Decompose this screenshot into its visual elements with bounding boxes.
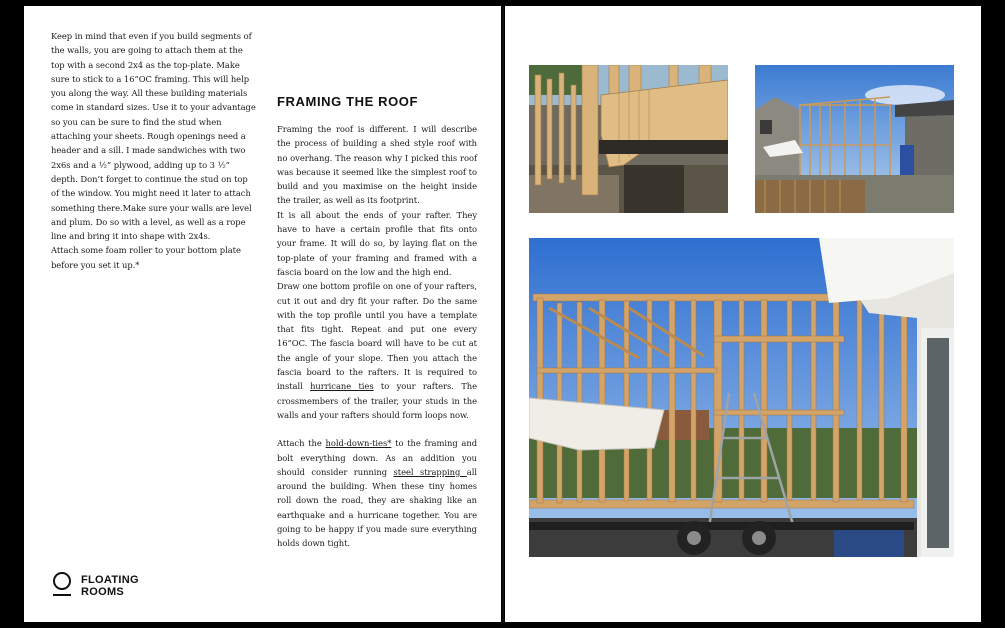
text: to your rafters. The crossmembers of the trailer, your studs in the walls and your rafters should form loops now. [277, 381, 477, 420]
hurricane-ties-link[interactable]: hurricane ties [310, 381, 374, 392]
paragraph: Keep in mind that even if you build segments of the walls, you are going to attach them at the top with a second 2x4 as the top-plate. Make sure to stick to a 16”OC framing. This will help you along the way. All these building materials come in standard sizes. Use it to your advantage so you can be sure to find the stud when attaching your sheets. Rough openings need a header and a sill. I made sandwiches with two 2x6s and a ½” plywood, adding up to 3 ½” depth. Don’t forget to continue the stud on top of the window. You might need it later to attach something there.Make sure your walls are level and plum. Do so with a level, as well as a rope line and bring it into shape with 2x4s. [51, 31, 256, 242]
logo-line-2: ROOMS [81, 586, 125, 598]
paragraph: Attach some foam roller to your bottom plate before you set it up.* [51, 245, 241, 270]
right-page [505, 6, 981, 622]
framed-tiny-house-yard-photo [755, 65, 954, 213]
paragraph [277, 436, 477, 550]
hold-down-ties-link[interactable]: hold-down-ties* [325, 438, 392, 449]
paragraph [277, 279, 477, 422]
book-spine [502, 6, 504, 622]
text-column-1 [51, 29, 256, 272]
paragraph: Framing the roof is different. I will describe the process of building a shed style roof with no overhang. The reason why I picked this roof was because it seemed like the simplest roof to build and you maximise on the height inside the trailer, as well as its footprint. [277, 124, 477, 206]
text: all around the building. When these tiny homes roll down the road, they are shaking like an earthquake and a hurricane together. You are going to be happy if you made sure everything holds down tight. [277, 466, 477, 549]
logo-line-1: FLOATING [81, 574, 139, 586]
paragraph: It is all about the ends of your rafter. They have to have a certain profile that fits onto your frame. It will do so, by laying flat on the top-plate of your framing and framed with a fascia board on the low and the high end. [277, 209, 477, 277]
text: Attach the [277, 438, 326, 449]
section-heading: FRAMING THE ROOF [277, 94, 419, 109]
text-column-2 [277, 122, 477, 551]
floating-rooms-logo [52, 571, 139, 601]
tiny-house-framing-on-trailer-photo [529, 238, 954, 557]
text: Draw one bottom profile on one of your rafters, cut it out and dry fit your rafter. Do the same with the top profile until you have a template that fits tight. Repeat and put one every 16”OC. The fascia board will have to be cut at the angle of your slope. Then you attach the fascia board to the rafters. It is required to install [277, 281, 477, 392]
logo-mark-icon [52, 571, 72, 601]
steel-strapping-link[interactable]: steel strapping [393, 466, 467, 477]
left-page [24, 6, 501, 622]
rafter-closeup-photo [529, 65, 728, 213]
text: to the framing and bolt everything down. As an addition you should consider running [277, 438, 478, 477]
